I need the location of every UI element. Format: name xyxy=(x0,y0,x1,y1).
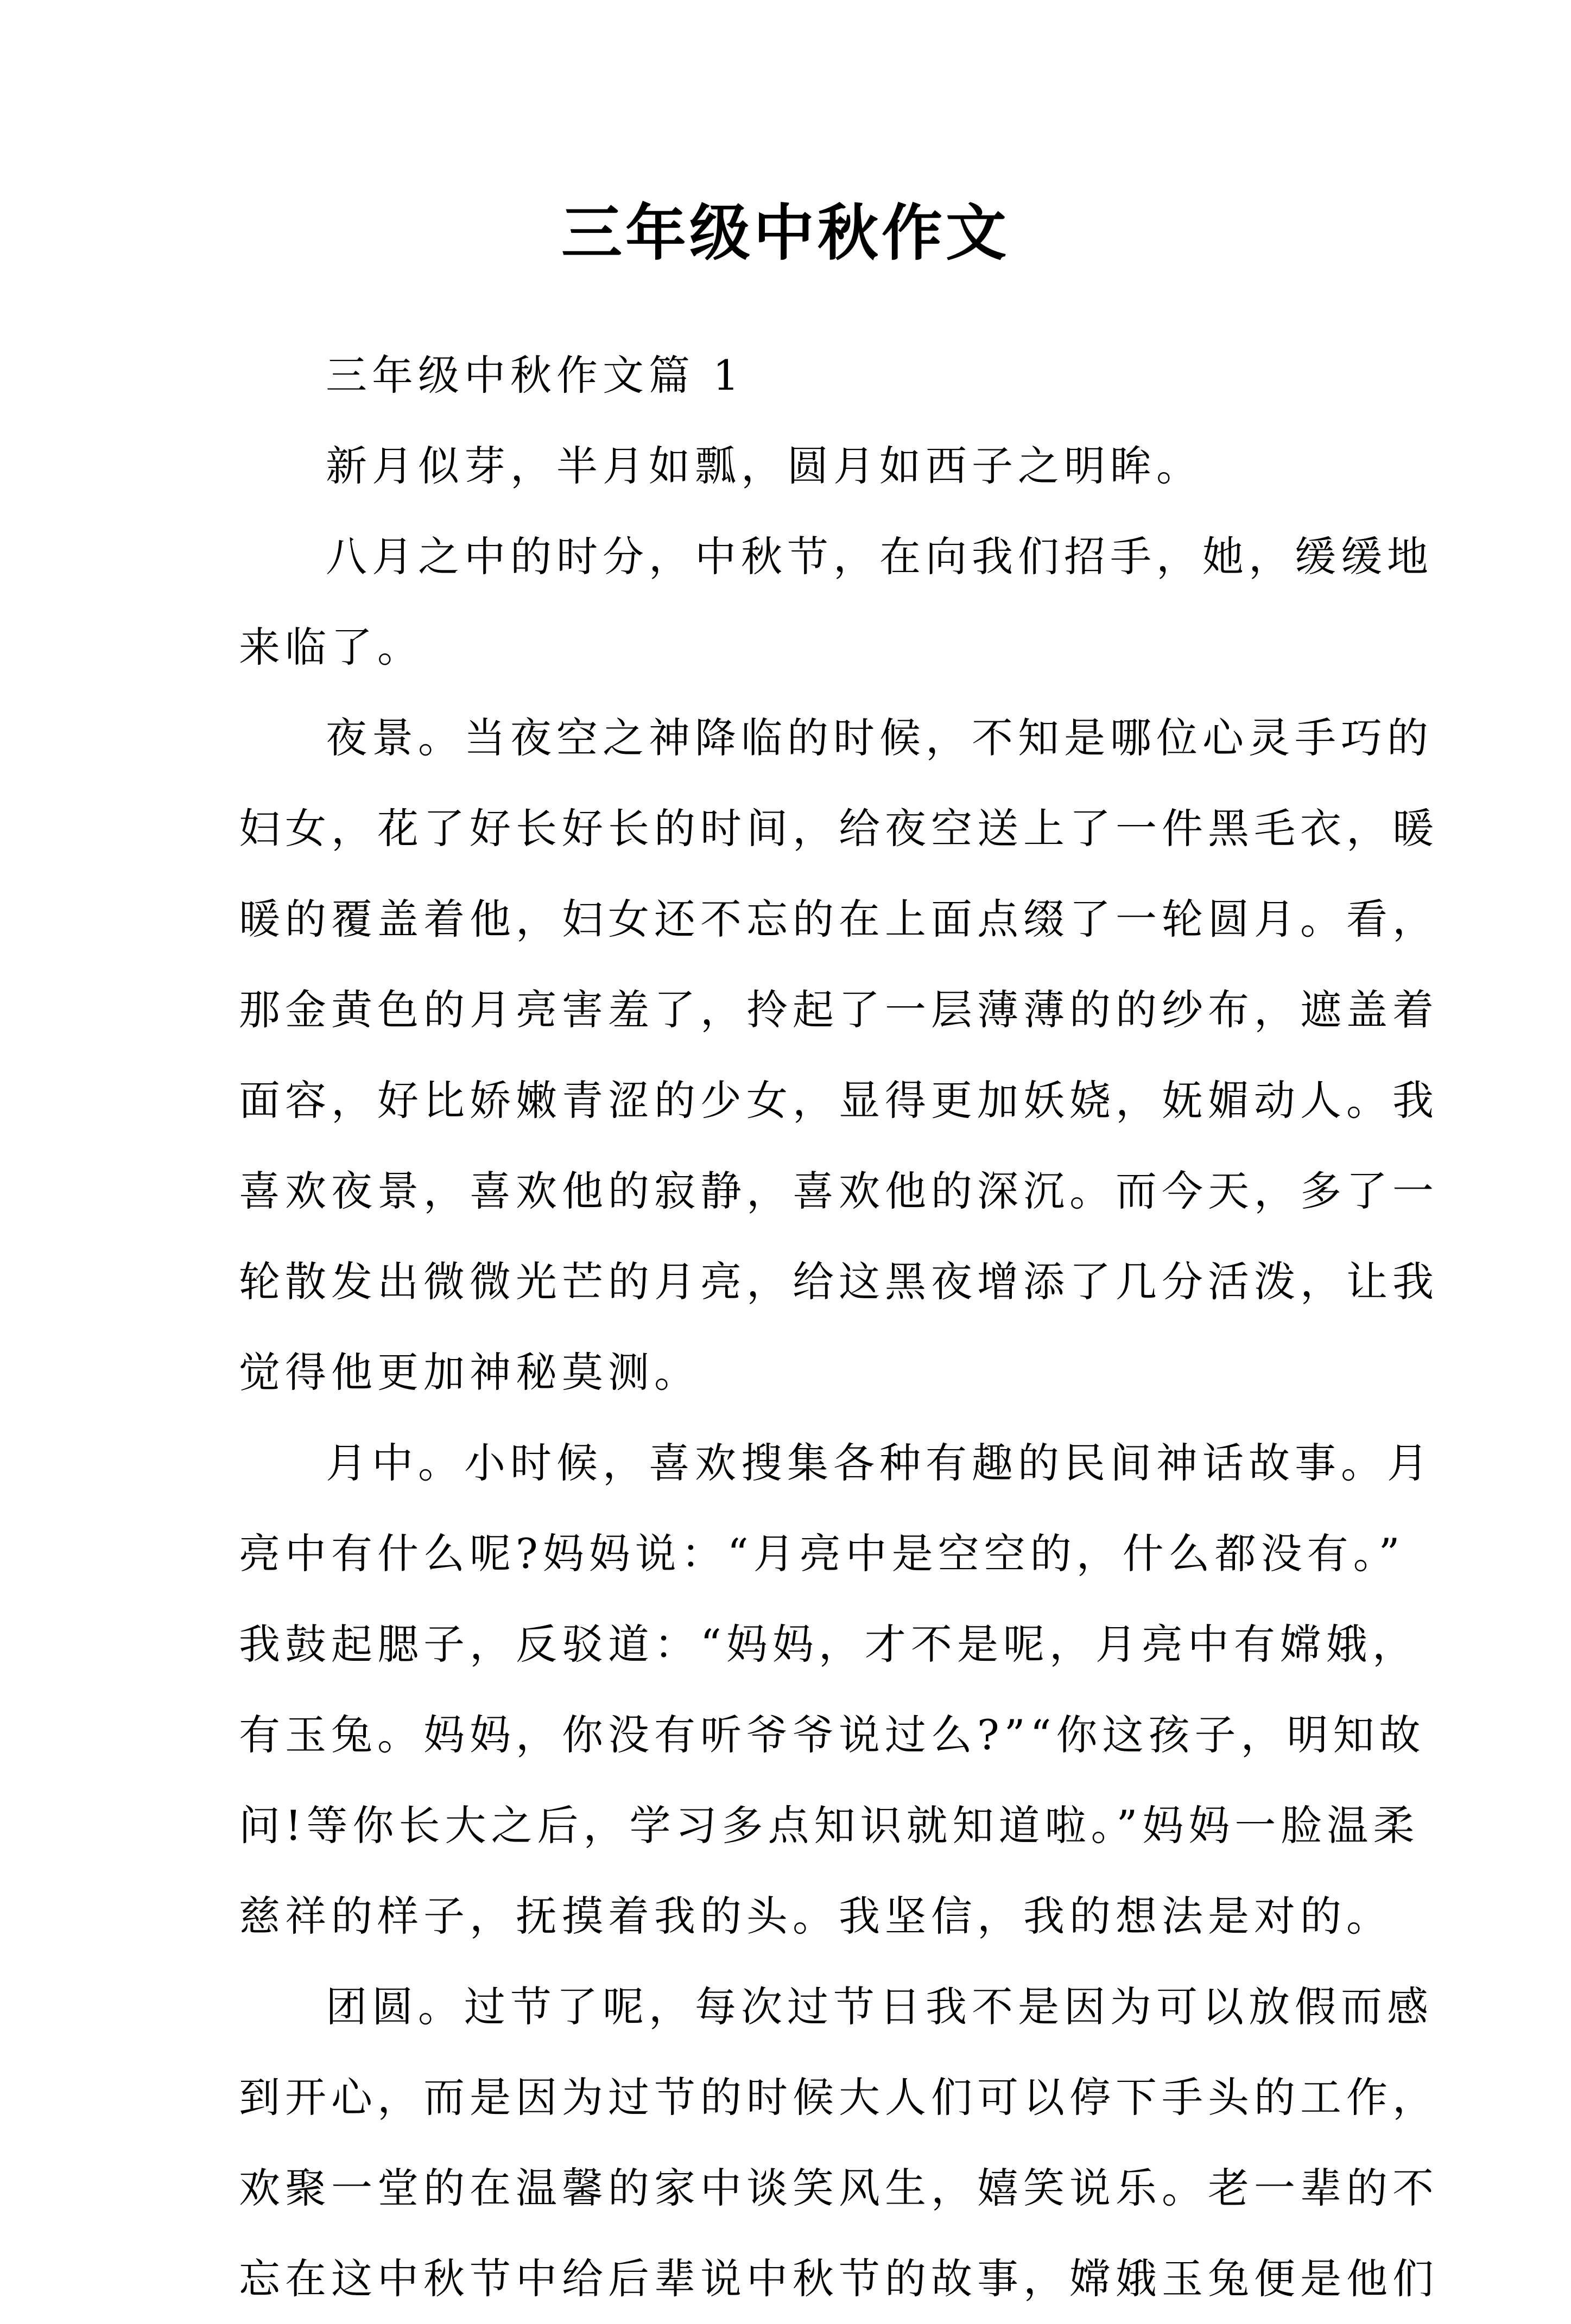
paragraph-first-line: 月中。小时候，喜欢搜集各种有趣的民间神话故事。月 xyxy=(326,1439,1433,1487)
paragraph-line: 妇女，花了好长好长的时间，给夜空送上了一件黑毛衣，暖 xyxy=(239,804,1439,853)
paragraph-first-line: 新月似芽，半月如瓢，圆月如西子之明眸。 xyxy=(326,442,1202,490)
paragraph-line: 慈祥的样子，抚摸着我的头。我坚信，我的想法是对的。 xyxy=(239,1892,1392,1940)
paragraph-line: 来临了。 xyxy=(239,623,423,671)
paragraph-line: 忘在这中秋节中给后辈说中秋节的故事，嫦娥玉兔便是他们 xyxy=(239,2255,1439,2303)
paragraph-line: 亮中有什么呢?妈妈说：“月亮中是空空的，什么都没有。” xyxy=(239,1529,1405,1578)
paragraph-line: 喜欢夜景，喜欢他的寂静，喜欢他的深沉。而今天，多了一 xyxy=(239,1167,1439,1215)
paragraph-line: 欢聚一堂的在温馨的家中谈笑风生，嬉笑说乐。老一辈的不 xyxy=(239,2164,1439,2212)
paragraph-line: 暖的覆盖着他，妇女还不忘的在上面点缀了一轮圆月。看， xyxy=(239,895,1439,943)
document-title: 三年级中秋作文 xyxy=(561,198,1010,269)
paragraph-line: 问!等你长大之后，学习多点知识就知道啦。”妈妈一脸温柔 xyxy=(239,1801,1420,1850)
paragraph-line: 到开心，而是因为过节的时候大人们可以停下手头的工作， xyxy=(239,2073,1439,2122)
paragraph-line: 觉得他更加神秘莫测。 xyxy=(239,1348,700,1396)
paragraph-first-line: 三年级中秋作文篇 1 xyxy=(326,351,744,399)
paragraph-first-line: 夜景。当夜空之神降临的时候，不知是哪位心灵手巧的 xyxy=(326,714,1433,762)
paragraph-line: 那金黄色的月亮害羞了，拎起了一层薄薄的的纱布，遮盖着 xyxy=(239,986,1439,1034)
paragraph-line: 有玉兔。妈妈，你没有听爷爷说过么?”“你这孩子，明知故 xyxy=(239,1711,1426,1759)
paragraph-line: 面容，好比娇嫩青涩的少女，显得更加妖娆，妩媚动人。我 xyxy=(239,1076,1439,1125)
paragraph-first-line: 团圆。过节了呢，每次过节日我不是因为可以放假而感 xyxy=(326,1983,1433,2031)
paragraph-line: 我鼓起腮子，反驳道：“妈妈，才不是呢，月亮中有嫦娥， xyxy=(239,1620,1418,1668)
paragraph-first-line: 八月之中的时分，中秋节，在向我们招手，她，缓缓地 xyxy=(326,532,1433,581)
paragraph-line: 轮散发出微微光芒的月亮，给这黑夜增添了几分活泼，让我 xyxy=(239,1258,1439,1306)
document-body xyxy=(239,330,1439,2324)
